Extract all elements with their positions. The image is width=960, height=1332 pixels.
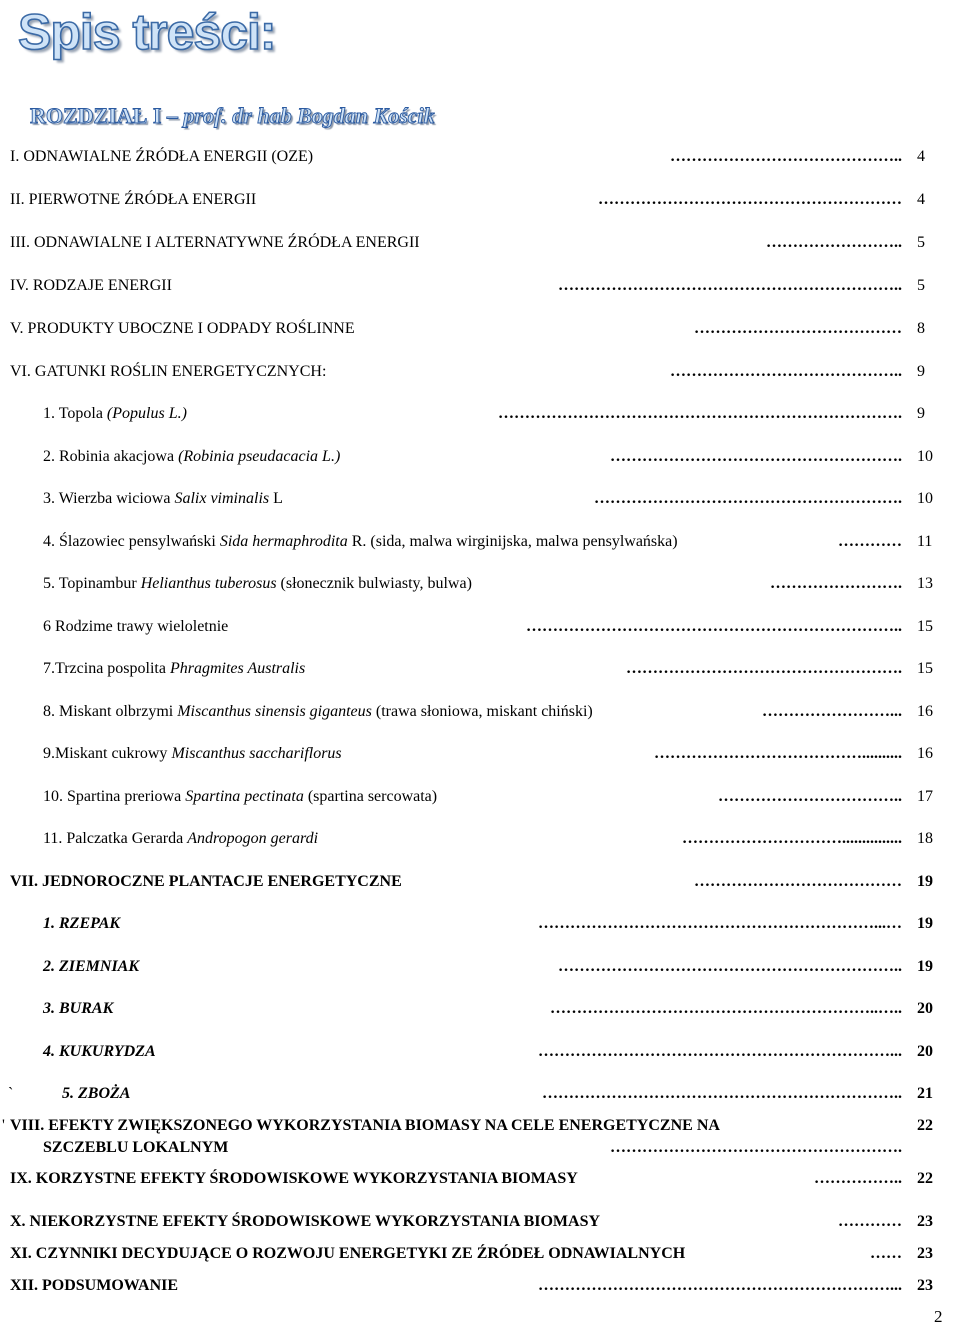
toc-entry-title-part: (Populus L.) xyxy=(106,405,187,422)
toc-entry-title-part: VII. JEDNOROCZNE PLANTACJE ENERGETYCZNE xyxy=(10,873,402,890)
toc-entry-title-part: (spartina sercowata) xyxy=(303,788,438,805)
toc-leader-dots: ………………………………………………. xyxy=(610,1139,902,1156)
toc-page-number: 5 xyxy=(917,277,925,294)
toc-entry-title xyxy=(43,701,593,723)
toc-entry[interactable] xyxy=(0,871,960,897)
toc-entry-title-part: 4. Ślazowiec pensylwański xyxy=(43,533,220,550)
toc-leader-dots: ………………………………………………… xyxy=(598,191,902,208)
chapter-author: prof. dr hab Bogdan Kościk xyxy=(183,103,435,128)
toc-entry-title xyxy=(43,573,472,595)
toc-entry-title xyxy=(43,531,678,553)
toc-leader-dots: ………………………………… xyxy=(694,873,902,890)
toc-page-number: 5 xyxy=(917,234,925,251)
chapter-prefix: ROZDZIAŁ I – xyxy=(30,103,184,128)
toc-page-number: 15 xyxy=(917,660,933,677)
toc-page-number: 8 xyxy=(917,320,925,337)
toc-entry-title xyxy=(43,658,305,680)
toc-entry-title-continuation: SZCZEBLU LOKALNYM xyxy=(43,1139,229,1156)
toc-page-number: 17 xyxy=(917,788,933,805)
toc-entry[interactable] xyxy=(0,1211,960,1237)
toc-stray-mark: ` xyxy=(8,1085,14,1102)
toc-page-number: 9 xyxy=(917,363,925,380)
toc-entry-title-part: IV. RODZAJE ENERGII xyxy=(10,277,172,294)
toc-leader-dots: …………………………………………………. xyxy=(594,490,902,507)
toc-entry-title xyxy=(43,446,340,468)
toc-page-number: 23 xyxy=(917,1245,933,1262)
toc-entry-title-part: VI. GATUNKI ROŚLIN ENERGETYCZNYCH: xyxy=(10,363,327,380)
toc-leader-dots: ………………………………… xyxy=(694,320,902,337)
toc-entry-title xyxy=(43,913,120,935)
toc-entry-title-part: Helianthus tuberosus xyxy=(140,575,277,592)
toc-page-number: 16 xyxy=(917,745,933,762)
toc-entry-title-part: 4. KUKURYDZA xyxy=(43,1043,156,1060)
toc-entry-title-part: 5. ZBOŻA xyxy=(62,1085,131,1102)
toc-leader-dots: ……………………. xyxy=(770,575,902,592)
toc-entry-title xyxy=(10,1168,578,1190)
toc-entry-title-part: V. PRODUKTY UBOCZNE I ODPADY ROŚLINNE xyxy=(10,320,355,337)
toc-page-number: 21 xyxy=(917,1085,933,1102)
toc-entry-title xyxy=(10,318,355,340)
toc-page-number: 15 xyxy=(917,618,933,635)
toc-entry-title xyxy=(43,786,437,808)
toc-leader-dots: …… xyxy=(870,1245,902,1262)
toc-entry-title xyxy=(43,828,318,850)
toc-leader-dots: …………………………………………………………………. xyxy=(498,405,902,422)
toc-entry-title-part: 1. RZEPAK xyxy=(43,915,121,932)
toc-entry[interactable] xyxy=(0,1275,960,1301)
toc-entry[interactable] xyxy=(0,1168,960,1194)
toc-entry-title-part: 5. Topinambur xyxy=(43,575,141,592)
toc-entry[interactable] xyxy=(0,275,960,301)
toc-leader-dots: ……………………... xyxy=(762,703,902,720)
toc-entry-title-part: I. ODNAWIALNE ŹRÓDŁA ENERGII (OZE) xyxy=(10,148,314,165)
toc-page-number: 18 xyxy=(917,830,933,847)
toc-entry-title-part: 1. Topola xyxy=(43,405,107,422)
toc-leader-dots: …………………………….. xyxy=(718,788,902,805)
toc-entry-title xyxy=(10,1211,600,1233)
toc-page-number: 13 xyxy=(917,575,933,592)
toc-entry[interactable] xyxy=(0,318,960,344)
toc-entry-title-part: 9.Miskant cukrowy xyxy=(43,745,172,762)
toc-entry-title xyxy=(10,871,402,893)
toc-page-number: 10 xyxy=(917,448,933,465)
toc-leader-dots: …………………………………………………………... xyxy=(538,1043,902,1060)
toc-entry-title xyxy=(43,488,283,510)
toc-page-number: 20 xyxy=(917,1000,933,1017)
toc-entry-title-part: 8. Miskant olbrzymi xyxy=(43,703,178,720)
toc-entry-title-part: 2. ZIEMNIAK xyxy=(43,958,140,975)
toc-entry[interactable] xyxy=(0,488,960,514)
toc-entry[interactable] xyxy=(0,361,960,387)
toc-page-number: 20 xyxy=(917,1043,933,1060)
toc-leader-dots: ………… xyxy=(838,533,902,550)
toc-entry-title xyxy=(43,998,113,1020)
toc-entry-title xyxy=(10,1115,720,1137)
chapter-heading xyxy=(30,101,435,131)
toc-entry-title-part: Miscanthus sacchariflorus xyxy=(171,745,342,762)
toc-entry[interactable] xyxy=(0,146,960,172)
toc-entry-title xyxy=(43,1041,156,1063)
page-number: 2 xyxy=(934,1307,943,1326)
toc-page-number: 10 xyxy=(917,490,933,507)
toc-entry-title-part: 3. BURAK xyxy=(43,1000,114,1017)
toc-entry[interactable] xyxy=(0,531,960,557)
toc-leader-dots: …………………………………….. xyxy=(670,363,902,380)
toc-leader-dots: ……………………………………………………..….. xyxy=(550,1000,902,1017)
toc-entry[interactable] xyxy=(0,1243,960,1269)
toc-entry-title-part: Sida hermaphrodita xyxy=(219,533,348,550)
toc-entry-title-part: 7.Trzcina pospolita xyxy=(43,660,170,677)
page-title: Spis treści: xyxy=(18,4,276,60)
toc-leader-dots: …………………………………….. xyxy=(670,148,902,165)
toc-entry-title-part: Miscanthus sinensis giganteus xyxy=(177,703,372,720)
toc-entry[interactable] xyxy=(0,446,960,472)
toc-leader-dots: ……………………………………………. xyxy=(626,660,902,677)
toc-leader-dots: ………………………………………………………….. xyxy=(542,1085,902,1102)
toc-entry-title xyxy=(10,232,420,254)
toc-entry-title-part: Phragmites Australis xyxy=(169,660,306,677)
toc-leader-dots: …………………….. xyxy=(766,234,902,251)
toc-entry-title-part: L xyxy=(269,490,283,507)
toc-entry-title xyxy=(10,1275,178,1297)
toc-entry[interactable] xyxy=(0,1041,960,1067)
toc-page-number: 4 xyxy=(917,191,925,208)
toc-entry-title-part: 6 Rodzime trawy wieloletnie xyxy=(43,618,229,635)
toc-entry[interactable] xyxy=(0,913,960,939)
toc-entry[interactable] xyxy=(0,403,960,429)
toc-entry[interactable] xyxy=(0,232,960,258)
toc-page-number: 22 xyxy=(917,1170,933,1187)
toc-leader-dots: …………….. xyxy=(814,1170,902,1187)
toc-entry[interactable] xyxy=(0,998,960,1024)
toc-entry-title-part: (trawa słoniowa, miskant chiński) xyxy=(371,703,593,720)
toc-entry[interactable] xyxy=(0,956,960,982)
toc-stray-mark: ' xyxy=(2,1117,5,1134)
toc-entry-title-part: III. ODNAWIALNE I ALTERNATYWNE ŹRÓDŁA ENERGII xyxy=(10,234,420,251)
toc-leader-dots: ………………………………….......... xyxy=(654,745,902,762)
toc-entry-title xyxy=(43,956,139,978)
toc-entry-title-part: R. (sida, malwa wirginijska, malwa pensylwańska) xyxy=(347,533,678,550)
toc-entry-title-part: 10. Spartina preriowa xyxy=(43,788,186,805)
toc-page-number: 23 xyxy=(917,1213,933,1230)
toc-entry-title xyxy=(62,1083,130,1105)
toc-entry[interactable] xyxy=(0,1083,960,1109)
toc-entry[interactable] xyxy=(0,828,960,854)
toc-page-number: 19 xyxy=(917,915,933,932)
toc-entry[interactable] xyxy=(0,743,960,769)
toc-entry-title-part: IX. KORZYSTNE EFEKTY ŚRODOWISKOWE WYKORZYSTANIA BIOMASY xyxy=(10,1170,578,1187)
toc-page-number: 22 xyxy=(917,1117,933,1134)
toc-entry-title-part: VIII. EFEKTY ZWIĘKSZONEGO WYKORZYSTANIA BIOMASY NA CELE ENERGETYCZNE NA xyxy=(10,1117,720,1134)
toc-leader-dots: …………………………............... xyxy=(682,830,902,847)
toc-entry-title-part: II. PIERWOTNE ŹRÓDŁA ENERGII xyxy=(10,191,257,208)
toc-entry[interactable] xyxy=(0,786,960,812)
toc-entry-title-part: (słonecznik bulwiasty, bulwa) xyxy=(276,575,472,592)
toc-entry[interactable] xyxy=(0,701,960,727)
toc-entry-title xyxy=(43,403,187,425)
toc-entry-title-part: XII. PODSUMOWANIE xyxy=(10,1277,179,1294)
toc-entry-title xyxy=(10,275,172,297)
toc-entry-title-part: Salix viminalis xyxy=(174,490,270,507)
toc-entry-title xyxy=(10,1243,685,1265)
toc-leader-dots: ………………………………………………. xyxy=(610,448,902,465)
toc-leader-dots: ……………………………………………………….. xyxy=(558,958,902,975)
toc-page-number: 9 xyxy=(917,405,925,422)
toc-page-number: 23 xyxy=(917,1277,933,1294)
toc-entry-title xyxy=(43,743,342,765)
toc-entry[interactable] xyxy=(0,658,960,684)
toc-page-number: 19 xyxy=(917,873,933,890)
toc-entry-title-part: X. NIEKORZYSTNE EFEKTY ŚRODOWISKOWE WYKORZYSTANIA BIOMASY xyxy=(10,1213,601,1230)
toc-entry-title-part: Spartina pectinata xyxy=(185,788,304,805)
toc-leader-dots: …………………………………………………………... xyxy=(538,1277,902,1294)
toc-entry-title xyxy=(10,189,256,211)
toc-entry-title-part: 3. Wierzba wiciowa xyxy=(43,490,175,507)
toc-entry-title-part: XI. CZYNNIKI DECYDUJĄCE O ROZWOJU ENERGETYKI ZE ŹRÓDEŁ ODNAWIALNYCH xyxy=(10,1245,686,1262)
toc-entry-title-part: (Robinia pseudacacia L.) xyxy=(178,448,341,465)
toc-entry-title xyxy=(10,361,326,383)
toc-leader-dots: ………… xyxy=(838,1213,902,1230)
toc-leader-dots: ………………………………………………………...… xyxy=(538,915,902,932)
toc-entry[interactable] xyxy=(0,1115,960,1163)
toc-entry-title-part: Andropogon gerardi xyxy=(187,830,319,847)
toc-entry-title xyxy=(10,146,313,168)
toc-entry[interactable] xyxy=(0,616,960,642)
toc-page-number: 11 xyxy=(917,533,933,550)
toc-page-number: 4 xyxy=(917,148,925,165)
toc-page-number: 16 xyxy=(917,703,933,720)
toc-entry-title-part: 2. Robinia akacjowa xyxy=(43,448,179,465)
toc-entry-title xyxy=(43,616,228,638)
toc-leader-dots: ……………………………………………………….. xyxy=(558,277,902,294)
toc-entry[interactable] xyxy=(0,189,960,215)
toc-entry[interactable] xyxy=(0,573,960,599)
toc-leader-dots: …………………………………………………………….. xyxy=(526,618,902,635)
toc-entry-title-part: 11. Palczatka Gerarda xyxy=(43,830,188,847)
toc-page-number: 19 xyxy=(917,958,933,975)
